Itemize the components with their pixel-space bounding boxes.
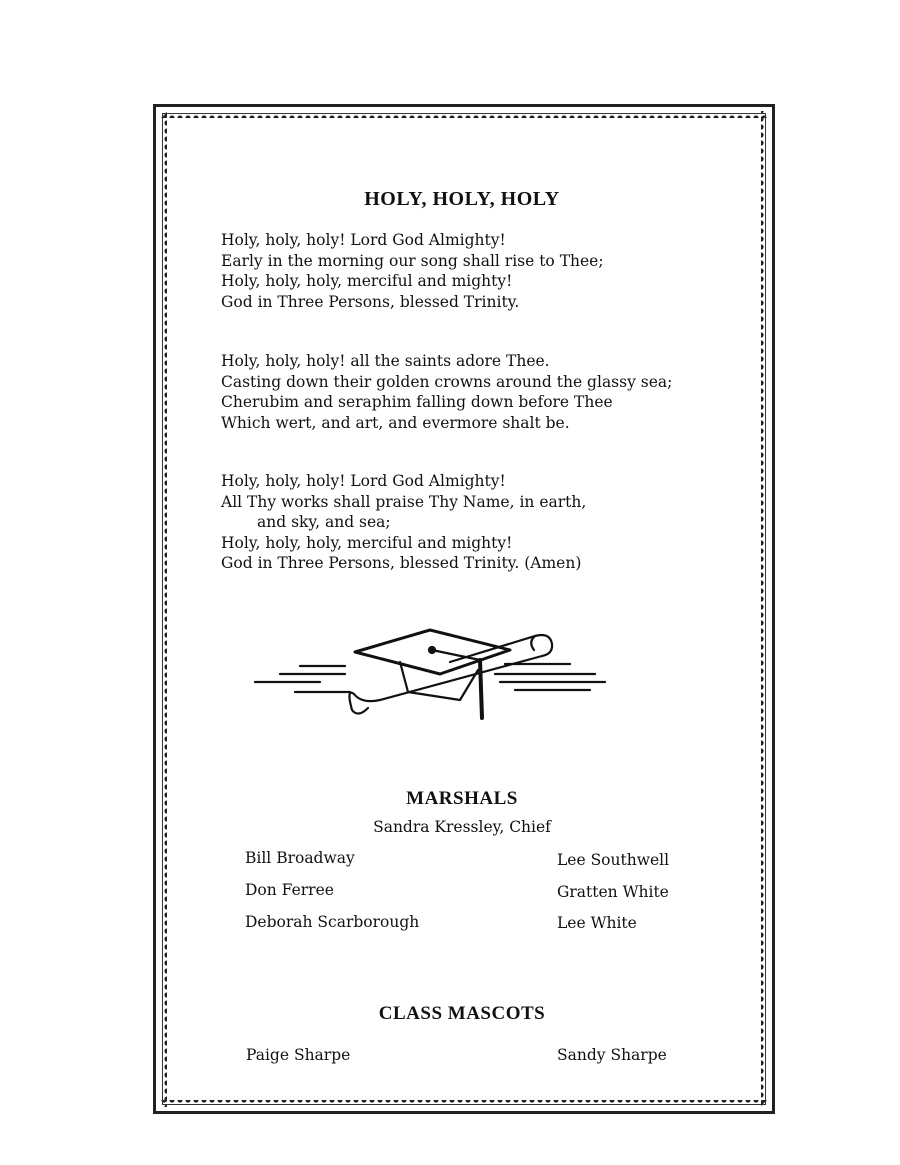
hymn-verse-2 [221,351,672,433]
graduation-cap-and-diploma-icon [250,622,615,722]
marshal-name: Lee Southwell [557,851,670,869]
marshals-heading: MARSHALS [406,788,518,809]
verse-line: and sky, and sea; [257,513,391,531]
marshal-name: Lee White [557,914,637,932]
hymn-title: HOLY, HOLY, HOLY [364,188,560,210]
hymn-verse-3 [221,471,586,574]
class-mascots-heading: CLASS MASCOTS [378,1003,546,1024]
verse-line: God in Three Persons, blessed Trinity. (Amen) [221,554,582,572]
verse-line: Holy, holy, holy! Lord God Almighty! [221,472,506,490]
mascot-name: Sandy Sharpe [557,1046,667,1064]
verse-line: Which wert, and art, and evermore shalt be. [221,413,570,432]
mascot-name: Paige Sharpe [246,1046,351,1064]
marshal-name: Bill Broadway [245,849,355,867]
hymn-verse-1 [221,230,604,312]
verse-line: God in Three Persons, blessed Trinity. [221,292,520,311]
marshal-name: Gratten White [557,883,669,901]
verse-line: Casting down their golden crowns around the glassy sea; [221,372,673,391]
marshal-name: Deborah Scarborough [245,913,420,931]
verse-line: All Thy works shall praise Thy Name, in earth, [221,492,587,511]
verse-line: Cherubim and seraphim falling down before Thee [221,393,613,411]
chief-marshal: Sandra Kressley, Chief [373,818,551,836]
verse-line: Holy, holy, holy, merciful and mighty! [221,533,513,552]
verse-line: Early in the morning our song shall rise to Thee; [221,251,604,270]
verse-line: Holy, holy, holy! Lord God Almighty! [221,231,506,249]
marshal-name: Don Ferree [245,881,334,899]
verse-line: Holy, holy, holy, merciful and mighty! [221,272,513,290]
verse-line: Holy, holy, holy! all the saints adore Thee. [221,352,550,370]
